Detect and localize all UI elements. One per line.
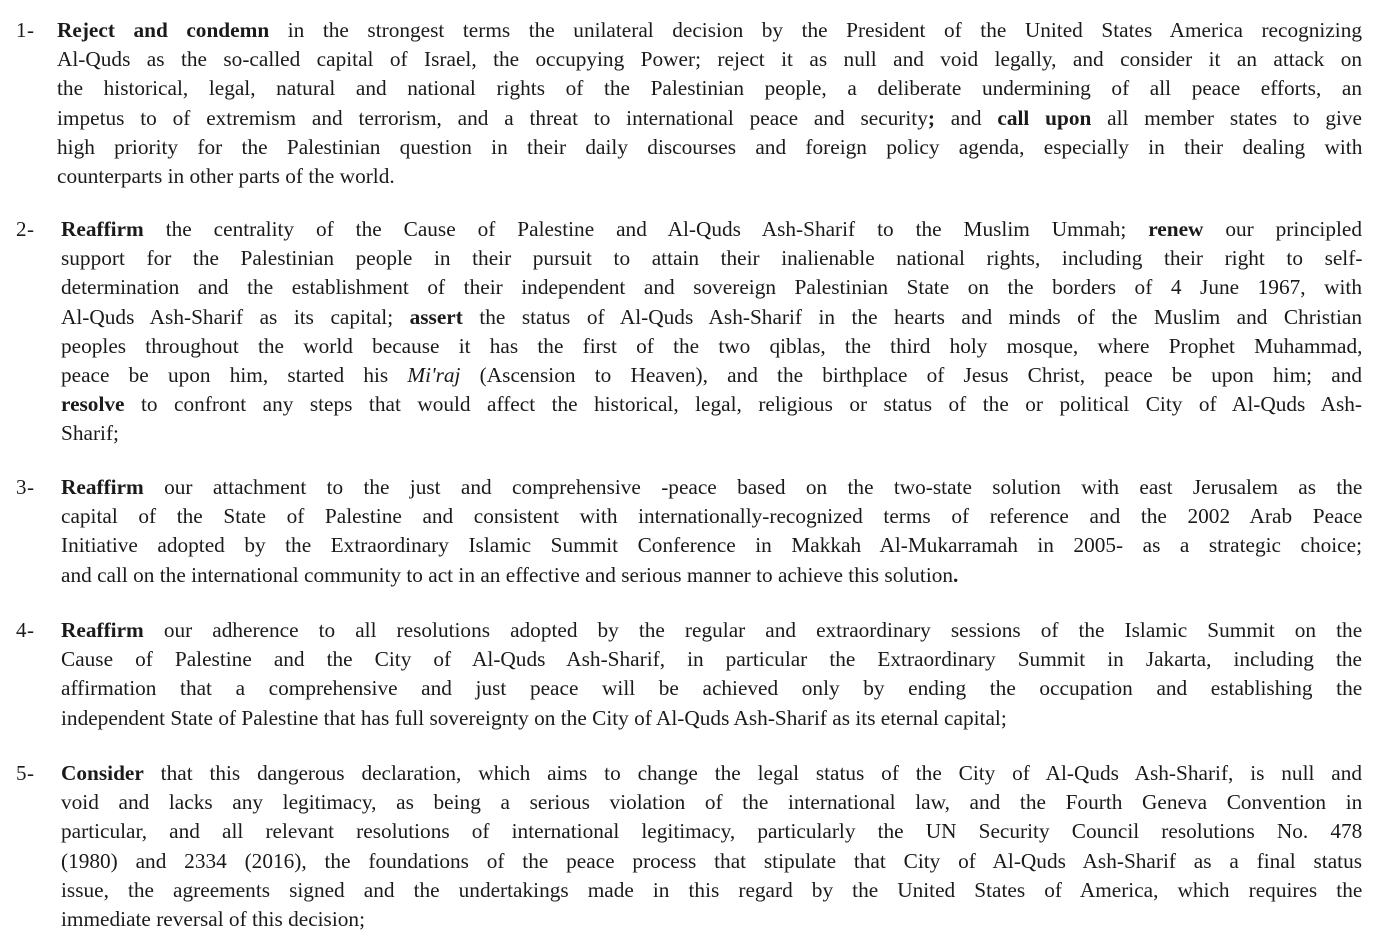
text-line: and call on the international community to act in an effective and serious manner to achieve this solution. [61, 562, 959, 587]
text-line: peace be upon him, started his Mi'raj (Ascension to Heaven), and the birthplace of Jesus Christ, peace be upon him; and [61, 363, 1362, 388]
text-line: issue, the agreements signed and the undertakings made in this regard by the United States of America, which requires the [61, 877, 1363, 902]
text-line: affirmation that a comprehensive and just peace will be achieved only by ending the occupation and establishing the [61, 676, 1363, 701]
text-line: determination and the establishment of their independent and sovereign Palestinian State on the borders of 4 June 1967, with [61, 275, 1362, 300]
text-line: particular, and all relevant resolutions of international legitimacy, particularly the UN Security Council resolutions No. 478 [61, 819, 1363, 844]
bold-phrase: Consider [61, 761, 144, 785]
text-line: Reaffirm our adherence to all resolutions adopted by the regular and extraordinary sessions of the Islamic Summit on the [61, 618, 1363, 642]
item-text [61, 215, 1362, 449]
text-line: high priority for the Palestinian question in their daily discourses and foreign policy agenda, especially in their dealing with [57, 134, 1363, 159]
text-line: peoples throughout the world because it has the first of the two qiblas, the third holy mosque, where Prophet Muhammad, [61, 333, 1363, 358]
item-number: 1- [16, 18, 35, 42]
bold-phrase: resolve [61, 392, 125, 417]
text-line: Cause of Palestine and the City of Al-Quds Ash-Sharif, in particular the Extraordinary Summit in Jakarta, including the [61, 647, 1362, 672]
text-line: Reaffirm the centrality of the Cause of Palestine and Al-Quds Ash-Sharif to the Muslim Ummah; renew our principled [61, 217, 1362, 241]
bold-phrase: Reaffirm [61, 475, 144, 499]
bold-phrase: Reject and condemn [57, 18, 270, 42]
text-line: Reaffirm our attachment to the just and comprehensive -peace based on the two-state solution with east Jerusalem as the [61, 475, 1363, 499]
item-number: 5- [16, 761, 35, 785]
bold-phrase: Reaffirm [61, 618, 144, 642]
text-line: Al-Quds Ash-Sharif as its capital; assert the status of Al-Quds Ash-Sharif in the hearts and minds of the Muslim and Christian [61, 304, 1362, 329]
item-text [61, 759, 1362, 934]
item-text [61, 473, 1362, 590]
italic-term: Mi'raj [407, 363, 461, 388]
text-line: Sharif; [61, 421, 119, 446]
text-line: Reject and condemn in the strongest terms the unilateral decision by the President of the United States America recognizing [57, 18, 1362, 42]
text-line: (1980) and 2334 (2016), the foundations of the peace process that stipulate that City of Al-Quds Ash-Sharif as a final status [61, 848, 1363, 873]
bold-phrase: assert [409, 304, 463, 329]
item-number: 3- [16, 475, 35, 499]
text-line: impetus to of extremism and terrorism, and a threat to international peace and security; and call upon all member states to give [57, 105, 1362, 130]
text-line: void and lacks any legitimacy, as being a serious violation of the international law, and the Fourth Geneva Convention in [61, 790, 1363, 815]
bold-phrase: Reaffirm [61, 217, 144, 241]
text-line: Initiative adopted by the Extraordinary Islamic Summit Conference in Makkah Al-Mukarramah in 2005- as a strategic choice; [61, 533, 1362, 558]
bold-phrase: call upon [997, 105, 1092, 130]
item-number: 4- [16, 618, 35, 642]
text-line: resolve to confront any steps that would affect the historical, legal, religious or status of the or political City of Al-Quds Ash- [61, 392, 1362, 417]
text-line: independent State of Palestine that has full sovereignty on the City of Al-Quds Ash-Sharif as its eternal capital; [61, 705, 1007, 730]
text-line: the historical, legal, natural and national rights of the Palestinian people, a deliberate undermining of all peace efforts, an [57, 76, 1362, 101]
item-number: 2- [16, 217, 35, 241]
text-line: capital of the State of Palestine and consistent with internationally-recognized terms of reference and the 2002 Arab Peace [61, 504, 1363, 529]
item-text [61, 616, 1362, 733]
text-line: Al-Quds as the so-called capital of Israel, the occupying Power; reject it as null and void legally, and consider it an attack on [57, 47, 1362, 72]
bold-phrase: renew [1148, 217, 1204, 241]
item-text [57, 16, 1362, 191]
text-line: support for the Palestinian people in their pursuit to attain their inalienable national rights, including their right to self- [61, 246, 1363, 271]
text-line: Consider that this dangerous declaration, which aims to change the legal status of the City of Al-Quds Ash-Sharif, is null and [61, 761, 1362, 785]
text-line: immediate reversal of this decision; [61, 907, 365, 932]
text-line: counterparts in other parts of the world. [57, 164, 395, 189]
